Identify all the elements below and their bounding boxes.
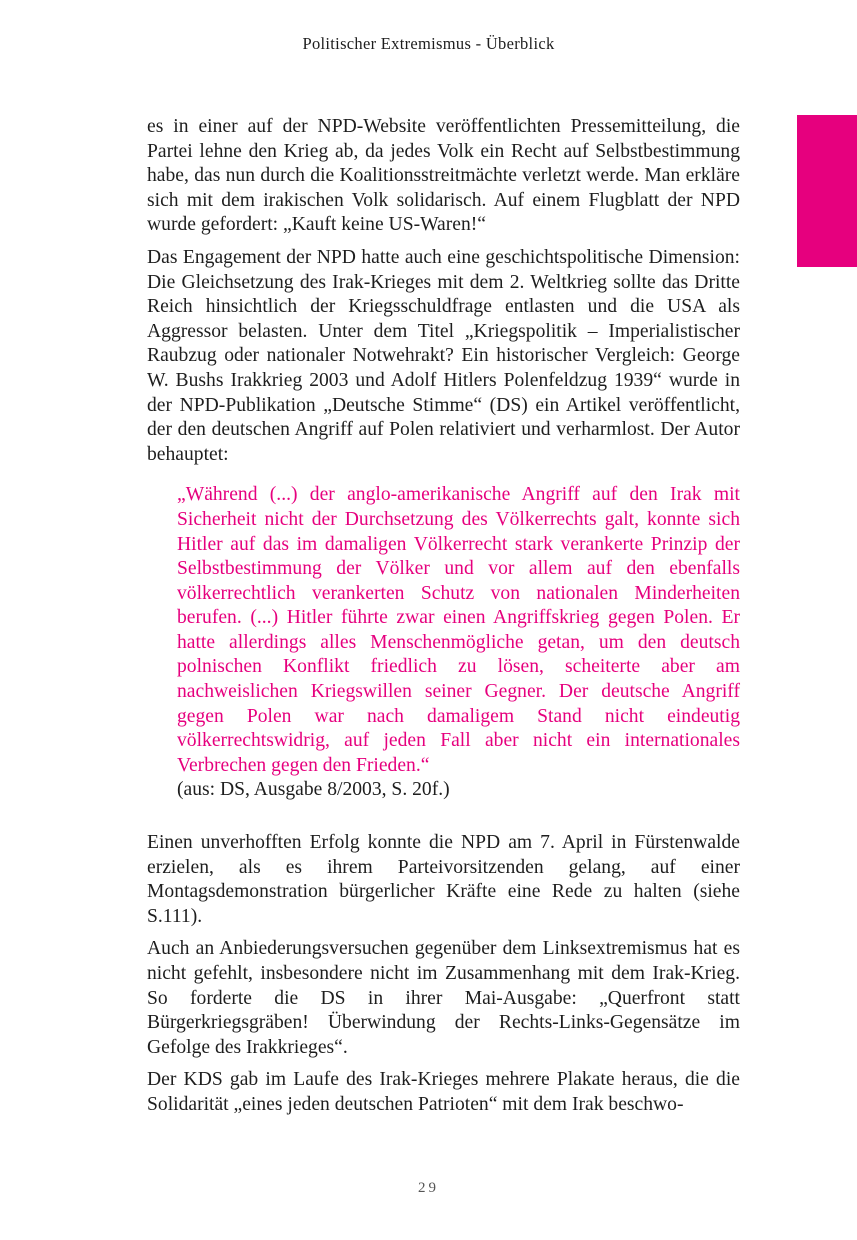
quote-text: „Während (...) der anglo-amerikanische Angriff auf den Irak mit Sicherheit nicht der Durchsetzung des Völkerrechts galt, konnte sich Hitler auf das im damaligen Völkerrecht stark verankerte Prinzip der Selbstbestimmung der Völker und vor allem auf den ebenfalls völkerrechtlich verankerten Schutz von nationalen Minderheiten berufen. (...) Hitler führte zwar einen Angriffskrieg gegen Polen. Er hatte allerdings alles Menschenmögliche getan, um den deutsch polnischen Konflikt friedlich zu lösen, scheiterte aber am nachweislichen Kriegswillen seiner Gegner. Der deutsche Angriff gegen Polen war nach damaligem Stand nicht eindeutig völkerrechtswidrig, auf jeden Fall aber nicht ein internationales Verbrechen gegen den Frieden.“ bbox=[177, 484, 740, 776]
body-paragraph: Das Engagement der NPD hatte auch eine geschichtspolitische Dimension: Die Gleichsetzung des Irak-Krieges mit dem 2. Weltkrieg sollte das Dritte Reich hinsichtlich der Kriegsschuldfrage entlasten und die USA als Aggressor belasten. Unter dem Titel „Kriegspolitik – Imperialistischer Raubzug oder nationaler Notwehrakt? Ein historischer Vergleich: George W. Bushs Irakkrieg 2003 und Adolf Hitlers Polenfeldzug 1939“ wurde in der NPD-Publikation „Deutsche Stimme“ (DS) ein Artikel veröffentlicht, der den deutschen Angriff auf Polen relativiert und verharmlost. Der Autor behauptet: bbox=[147, 246, 740, 465]
page-number: 29 bbox=[418, 1180, 439, 1196]
quote-source: (aus: DS, Ausgabe 8/2003, S. 20f.) bbox=[177, 779, 450, 801]
main-text-column bbox=[147, 115, 740, 1126]
chapter-thumb-tab bbox=[797, 115, 857, 267]
running-header: Politischer Extremismus - Überblick bbox=[302, 34, 555, 53]
block-quote bbox=[177, 483, 740, 803]
body-paragraph: Auch an Anbiederungsversuchen gegenüber dem Linksextremismus hat es nicht gefehlt, insbesondere nicht im Zusammenhang mit dem Irak-Krieg. So forderte die DS in ihrer Mai-Ausgabe: „Querfront statt Bürgerkriegsgräben! Überwindung der Rechts-Links-Gegensätze im Gefolge des Irakkrieges“. bbox=[147, 938, 740, 1058]
body-paragraph: es in einer auf der NPD-Website veröffentlichten Pressemitteilung, die Partei lehne den Krieg ab, da jedes Volk ein Recht auf Selbstbestimmung habe, das nun durch die Koalitionsstreitmächte verletzt werde. Man erkläre sich mit dem irakischen Volk solidarisch. Auf einem Flugblatt der NPD wurde gefordert: „Kauft keine US-Waren!“ bbox=[147, 116, 740, 236]
body-paragraph: Der KDS gab im Laufe des Irak-Krieges mehrere Plakate heraus, die die Solidarität „eines jeden deutschen Patrioten“ mit dem Irak beschwo- bbox=[147, 1069, 740, 1115]
body-paragraph: Einen unverhofften Erfolg konnte die NPD am 7. April in Fürstenwalde erzielen, als es ihrem Parteivorsitzenden gelang, auf einer Montagsdemonstration bürgerlicher Kräfte eine Rede zu halten (siehe S.111). bbox=[147, 832, 740, 927]
